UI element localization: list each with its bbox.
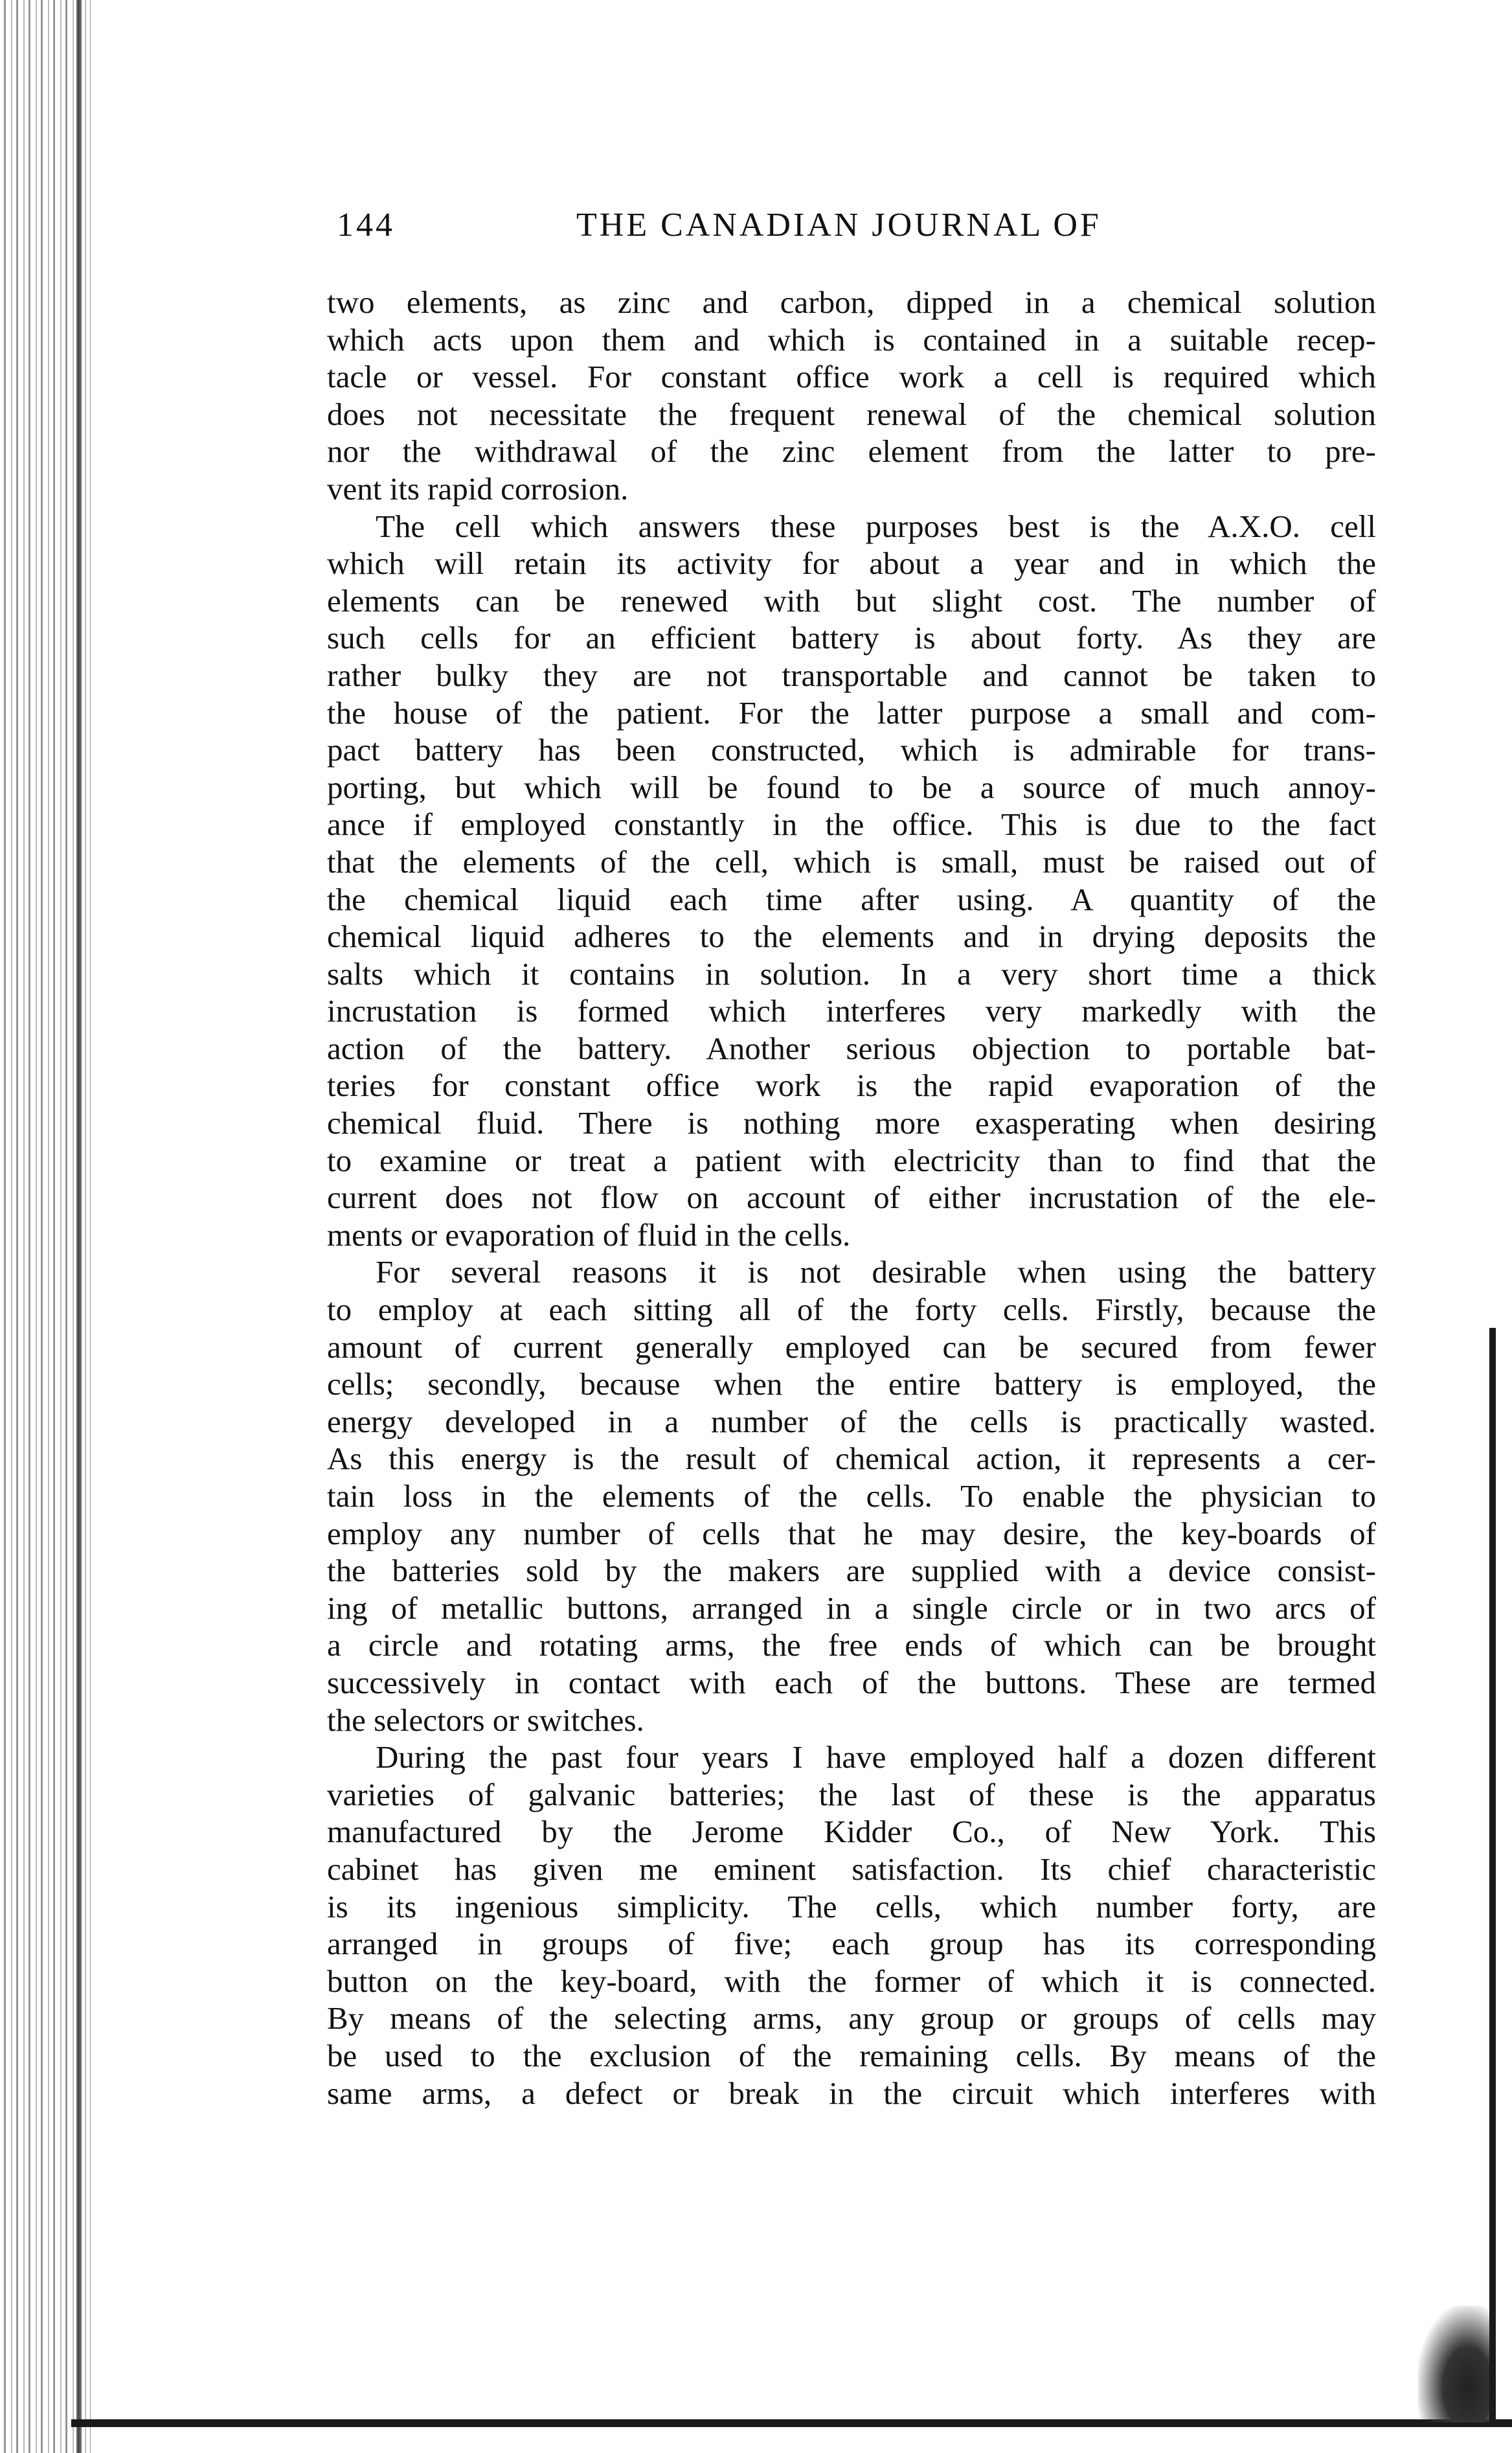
text-line: a circle and rotating arms, the free ends of which can be brought	[327, 1627, 1376, 1663]
text-line: same arms, a defect or break in the circuit which interferes with	[327, 2075, 1376, 2111]
text-line: For several reasons it is not desirable when using the battery	[376, 1254, 1376, 1290]
text-line: chemical fluid. There is nothing more exasperating when desiring	[327, 1105, 1376, 1141]
text-line: the selectors or switches.	[327, 1702, 644, 1738]
text-line: the chemical liquid each time after using. A quantity of the	[327, 881, 1376, 917]
text-line: successively in contact with each of the buttons. These are termed	[327, 1664, 1376, 1700]
text-line: the house of the patient. For the latter purpose a small and com-	[327, 694, 1376, 731]
text-line: During the past four years I have employed half a dozen different	[376, 1739, 1376, 1775]
text-line: As this energy is the result of chemical action, it represents a cer-	[327, 1441, 1376, 1477]
page-right-edge	[1489, 1328, 1496, 2423]
text-line: chemical liquid adheres to the elements and in drying deposits the	[327, 918, 1376, 955]
text-line: is its ingenious simplicity. The cells, which number forty, are	[327, 1888, 1376, 1924]
text-line: which will retain its activity for about a year and in which the	[327, 545, 1376, 582]
text-line: manufactured by the Jerome Kidder Co., of New York. This	[327, 1814, 1376, 1850]
text-line: porting, but which will be found to be a source of much annoy-	[327, 769, 1376, 805]
text-line: elements can be renewed with but slight cost. The number of	[327, 582, 1376, 619]
page-bottom-edge	[71, 2419, 1512, 2427]
text-line: does not necessitate the frequent renewal of the chemical solution	[327, 396, 1376, 432]
text-line: ance if employed constantly in the office. This is due to the fact	[327, 806, 1376, 843]
text-line: cabinet has given me eminent satisfaction. Its chief characteristic	[327, 1851, 1376, 1887]
text-line: incrustation is formed which interferes very markedly with the	[327, 993, 1376, 1029]
running-header	[337, 206, 1399, 258]
text-line: amount of current generally employed can be secured from fewer	[327, 1329, 1376, 1365]
text-line: employ any number of cells that he may desire, the key-boards of	[327, 1515, 1376, 1551]
corner-smudge	[1418, 2306, 1489, 2423]
text-line: button on the key-board, with the former of which it is connected.	[327, 1963, 1376, 1999]
running-title: THE CANADIAN JOURNAL OF	[576, 207, 1101, 244]
text-line: teries for constant office work is the rapid evaporation of the	[327, 1067, 1376, 1104]
text-line: be used to the exclusion of the remaining cells. By means of the	[327, 2037, 1376, 2073]
text-line: two elements, as zinc and carbon, dipped in a chemical solution	[327, 284, 1376, 320]
text-line: arranged in groups of five; each group has its corresponding	[327, 1926, 1376, 1962]
text-line: energy developed in a number of the cells is practically wasted.	[327, 1403, 1376, 1439]
text-line: cells; secondly, because when the entire battery is employed, the	[327, 1366, 1376, 1402]
text-line: vent its rapid corrosion.	[327, 470, 629, 507]
text-line: ing of metallic buttons, arranged in a single circle or in two arcs of	[327, 1590, 1376, 1626]
text-line: which acts upon them and which is contained in a suitable recep-	[327, 321, 1376, 358]
text-line: current does not flow on account of either incrustation of the ele-	[327, 1180, 1376, 1216]
text-line: pact battery has been constructed, which is admirable for trans-	[327, 732, 1376, 768]
text-line: salts which it contains in solution. In a very short time a thick	[327, 955, 1376, 992]
text-line: tacle or vessel. For constant office work a cell is required which	[327, 359, 1376, 395]
text-line: By means of the selecting arms, any group or groups of cells may	[327, 2000, 1376, 2037]
text-line: rather bulky they are not transportable and cannot be taken to	[327, 657, 1376, 693]
text-line: that the elements of the cell, which is small, must be raised out of	[327, 843, 1376, 880]
text-line: to employ at each sitting all of the forty cells. Firstly, because the	[327, 1292, 1376, 1328]
text-line: varieties of galvanic batteries; the last of these is the apparatus	[327, 1776, 1376, 1812]
text-line: such cells for an efficient battery is about forty. As they are	[327, 620, 1376, 656]
text-line: action of the battery. Another serious objection to portable bat-	[327, 1030, 1376, 1066]
text-line: The cell which answers these purposes best is the A.X.O. cell	[376, 508, 1376, 544]
binding-rule	[76, 0, 82, 2453]
text-line: tain loss in the elements of the cells. To enable the physician to	[327, 1478, 1376, 1514]
text-line: ments or evaporation of fluid in the cells.	[327, 1216, 851, 1253]
page-number: 144	[337, 207, 395, 244]
body-text	[327, 284, 1376, 2112]
text-line: to examine or treat a patient with electricity than to find that the	[327, 1142, 1376, 1178]
text-line: nor the withdrawal of the zinc element from the latter to pre-	[327, 433, 1376, 470]
text-line: the batteries sold by the makers are supplied with a device consist-	[327, 1553, 1376, 1589]
